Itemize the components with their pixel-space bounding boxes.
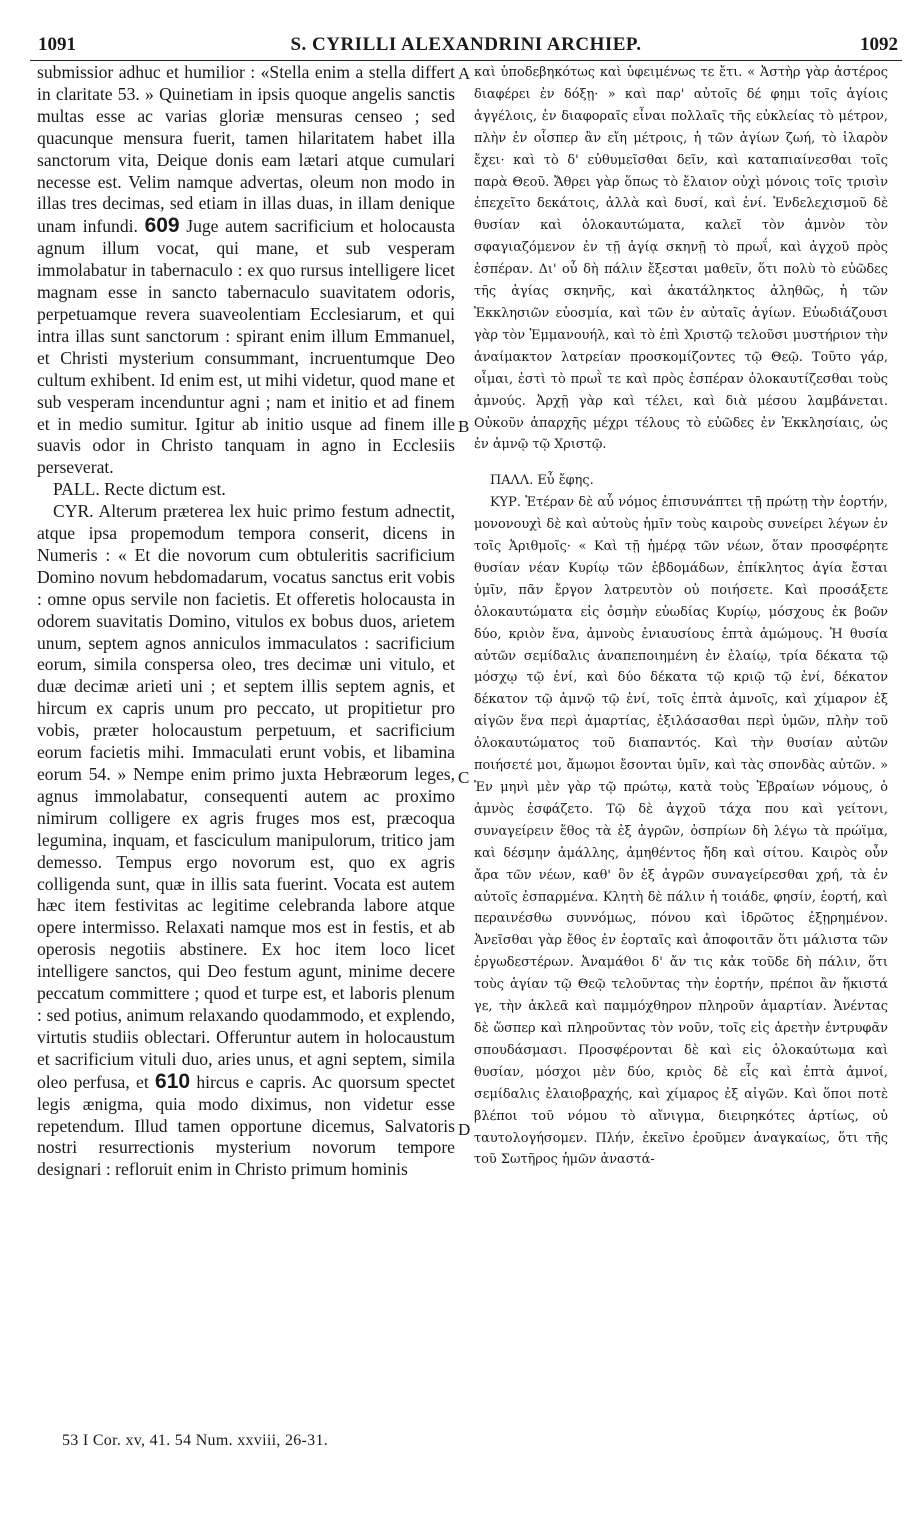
latin-cyr-paragraph — [37, 501, 455, 1181]
greek-column — [474, 62, 888, 1447]
column-number-609: 609 — [144, 214, 180, 238]
latin-text-1a: submissior adhuc et humilior : «Stella enim a stella differt in claritate 53. » Quinetiam in ipsis quoque angelis sanctis multas esse ac varias gloriæ mensuras censeo ; sed quacunque mensura fuerit, tamen hilaritatem habet illa sanctorum vita, Deique donis eam lætari atque cumulari necesse est. Velim namque advertas, oleum non modo in illas tres decimas, sed etiam in illas duas, in illam denique unam infundi. — [37, 62, 455, 237]
margin-letter-b: B — [458, 417, 470, 436]
running-header — [30, 30, 902, 61]
running-title: S. CYRILLI ALEXANDRINI ARCHIEP. — [290, 34, 642, 55]
latin-pall-line: PALL. Recte dictum est. — [53, 479, 226, 500]
margin-letter-a: A — [458, 64, 471, 83]
footnotes: 53 I Cor. xv, 41. 54 Num. xxviii, 26-31. — [62, 1432, 329, 1449]
column-number-610: 610 — [155, 1069, 191, 1093]
margin-letter-c: C — [458, 768, 470, 787]
greek-cyr-paragraph: ΚΥΡ. Ἑτέραν δὲ αὖ νόμος ἐπισυνάπτει τῇ πρώτῃ τὴν ἑορτήν, μονονουχὶ δὲ καὶ αὐτοὺς ἡμῖν τοὺς καιροὺς συνείρει λέγων ἐν τοῖς Ἀριθμοῖς· « Καὶ τῇ ἡμέρᾳ τῶν νέων, ὅταν προσφέρητε θυσίαν νέαν Κυρίῳ τῶν ἑβδομάδων, ἐπίκλητος ἁγία ἔσται ὑμῖν, πᾶν ἔργον λατρευτὸν οὐ ποιήσετε. Καὶ προσάξετε ὁλοκαυτώματα εἰς ὀσμὴν εὐωδίας Κυρίῳ, μόσχους ἐκ βοῶν δύο, κριὸν ἕνα, ἀμνοὺς ἐνιαυσίους ἑπτὰ ἀμώμους. Ἡ θυσία αὐτῶν σεμίδαλις ἀναπεποιημένη ἐν ἐλαίῳ, τρία δέκατα τῷ μόσχῳ τῷ ἑνί, καὶ δύο δέκατα τῷ κριῷ τῷ ἑνί, δέκατον δέκατον τῷ ἀμνῷ τῷ ἑνί, τοῖς ἑπτὰ ἀμνοῖς, καὶ χίμαρον ἐξ αἰγῶν ἕνα περὶ ἁμαρτίας, ἐξιλάσασθαι περὶ ὑμῶν, πλὴν τοῦ ὁλοκαυτώματος τοῦ διαπαντός. Καὶ τὴν θυσίαν αὐτῶν ποιήσετέ μοι, ἄμωμοι ἔσονται ὑμῖν, καὶ τὰς σπονδὰς αὐτῶν. » Ἐν μηνὶ μὲν γὰρ τῷ πρώτῳ, κατὰ τοὺς Ἑβραίων νόμους, ὁ ἀμνὸς ἐσφάζετο. Τῷ δὲ ἀγχοῦ τάχα που καὶ γείτονι, συναγείρειν ἔθος τὰ ἐξ ἀγρῶν, ὀσπρίων δὴ λέγω τὰ πρώϊμα, καὶ δέσμην ἀμάλλης, ἀμηθέντος ἤδη καὶ σίτου. Καιρὸς οὖν ἄρα τῶν νέων, καθ' ὃν ἐξ ἀγρῶν συναγείρεσθαι χρή, τὰ ἐν αὐτοῖς ἐσπαρμένα. Κλητὴ δὲ πάλιν ἡ τοιάδε, φησίν, ἑορτή, καὶ περαινέσθω συννόμως, πόνου καὶ ἱδρῶτος ἐξῃρημένον. Ἀνεῖσθαι γὰρ ἔθος ἐν ἑορταῖς καὶ ἀποφοιτᾶν ὅτι μάλιστα τῶν ἐργωδεστέρων. Ἀναμάθοι δ' ἄν τις κἀκ τοῦδε δὴ πάλιν, ὅτι τοὺς ἁγίαν τῷ Θεῷ τελοῦντας τὴν ἑορτήν, πρέποι ἂν ἥκιστά γε, τὴν ἀκλεᾶ καὶ παμμόχθηρον πληροῦν ἁμαρτίαν. Ἀνέντας δὲ ὥσπερ καὶ πληροῦντας τὸν νοῦν, τοῖς εἰς ἀρετὴν ἐντρυφᾶν σπουδάσμασι. Προσφέρονται δὲ καὶ εἰς ὁλοκαύτωμα καὶ θυσίαν, μόσχοι μὲν δύο, κριὸς δὲ εἷς καὶ ἑπτὰ ἀμνοί, σεμίδαλις ἐλαιοβραχής, καὶ χίμαρος ἐξ αἰγῶν. Καὶ ὅποι ποτὲ βλέποι τοῦ νόμου τὸ αἴνιγμα, διειρηκότες ἀρτίως, οὐ ταυτολογήσομεν. Πλήν, ἐκεῖνο ἐροῦμεν ἀναγκαίως, ὅτι τῆς τοῦ Σωτῆρος ἡμῶν ἀναστά- — [474, 495, 888, 1168]
page-number-right: 1092 — [860, 34, 898, 55]
margin-letter-d: D — [458, 1120, 471, 1139]
greek-paragraph-1: καὶ ὑποδεβηκότως καὶ ὑφειμένως τε ἔτι. « Ἀστὴρ γὰρ ἀστέρος διαφέρει ἐν δόξῃ· » καὶ παρ' αὐτοῖς δέ φημι τοῖς ἁγίοις ἀγγέλοις, ἐν διαφοραῖς εἶναι πολλαῖς τῆς εὐκλείας τὸ μέτρον, πλὴν ἐν οἷσπερ ἂν εἴη μέτροις, ἡ τῶν ἁγίων ζωή, τὸ ἱλαρὸν ἔχει· καὶ τὸ δ' εὐθυμεῖσθαι δεῖν, καὶ καταπιαίνεσθαι τοῖς παρὰ Θεοῦ. Ἄθρει γὰρ ὅπως τὸ ἔλαιον οὐχὶ μόνοις τοῖς τρισὶν ἐπεχεῖτο δεκάτοις, ἀλλὰ καὶ δυσί, καὶ ἑνί. Ἐνδελεχισμοῦ δὲ θυσίαν καὶ ὁλοκαυτώματα, καλεῖ τὸν ἀμνὸν τὸν σφαγιαζόμενον ἐν τῇ ἁγίᾳ σκηνῇ τὸ πρωΐ, καὶ ἀγχοῦ πρὸς ἑσπέραν. Δι' οὗ δὴ πάλιν ἔξεσται μαθεῖν, ὅτι πολὺ τὸ εὐῶδες τῆς ἁγίας σκηνῆς, καὶ ἀκατάληκτος ἀληθῶς, ἡ τῶν Ἐκκλησιῶν εὐοσμία, καὶ τῶν ἐν αὐταῖς ἁγίων. Εὐωδιάζουσι γὰρ τὸν Ἐμμανουήλ, καὶ τὸ ἐπὶ Χριστῷ τελοῦσι μυστήριον τὴν ἀναίμακτον λατρείαν προσκομίζοντες τῷ Θεῷ. Τοῦτο γάρ, οἶμαι, ἐστὶ τὸ πρωῒ τε καὶ πρὸς ἑσπέραν ὁλοκαυτίζεσθαι τοὺς ἀμνούς. Ἀρχῇ γὰρ καὶ τέλει, καὶ διὰ μέσου λαμβάνεται. Οὐκοῦν ἀπαρχῆς μέχρι τέλους τὸ εὐῶδες ἐν Ἐκκλησίαις, ὡς ἐν ἀμνῷ τῷ Χριστῷ. — [474, 65, 888, 453]
latin-column — [37, 62, 455, 1447]
greek-pall-line: ΠΑΛΛ. Εὖ ἔφης. — [490, 473, 594, 489]
latin-text-cyr-a: CYR. Alterum præterea lex huic primo festum adnectit, atque ipsa propemodum tempora conserit, dicens in Numeris : « Et die novorum cum obtuleritis sacrificium Domino novum hebdomadarum, vocatus sanctus erit vobis : omne opus servile non facietis. Et offeretis holocausta in odorem suavitatis Domino, vitulos ex bobus duos, arietem unum, septem agnos anniculos immaculatos : sacrificium eorum, simila conspersa oleo, tres decimæ uni vitulo, et duæ decimæ arieti uni ; et septem illis septem agnis, et hircum ex capris unum pro peccato, ut propitietur pro vobis, præter holocaustum perpetuum, et sacrificium eorum facietis mihi. Immaculati erunt vobis, et libamina eorum 54. » Nempe enim primo juxta Hebræorum leges, agnus immolabatur, consequenti autem ac proximo nimirum colligere ex agris fruges mos est, præcoqua legumina, inquam, et fasciculum manipulorum, tritico jam demesso. Tempus ergo novorum est, quo ex agris colligenda sunt, quæ in illis sata fuerint. Vocata est autem hæc item festivitas ac legitime celebranda labore atque opere intermisso. Relaxati namque mos est in festis, et ab operosis negotiis abstinere. Ex hoc item loco licet intelligere sanctos, qui Deo festum agunt, minime decere peccatum committere ; quod et turpe est, et laboris plenum : sed potius, animum relaxando quodammodo, et explendo, virtutis studiis oblectari. Offeruntur autem in holocaustum et sacrificium vituli duo, aries unus, et agni septem, simila oleo perfusa, et — [37, 501, 455, 1092]
latin-text-cyr-b: hircus e capris. Ac quorsum spectet legis ænigma, quia modo diximus, non videtur esse repetendum. Illud tamen opportune dicemus, Salvatoris nostri resurrectionis mysterium novorum tempore designari : refloruit enim in Christo primum hominis — [37, 1071, 455, 1180]
page-number-left: 1091 — [38, 34, 76, 55]
latin-paragraph-1 — [37, 62, 455, 479]
latin-text-1b: Juge autem sacrificium et holocausta agnum illum vocat, qui mane, et sub vesperam immolabatur in tabernaculo : ex quo rursus intelligere licet magnam esse in sancto tabernaculo suavitatem odoris, perpetuamque revera suaveolentiam Ecclesiarum, et qui intra illas sunt sanctorum : spirant enim illum Emmanuel, et Christi mysterium consummant, incruentumque Deo cultum exhibent. Id enim est, ut mihi videtur, quod mane et sub vesperam incenduntur agni ; nam et initio et ad finem et in medio sumitur. Igitur ab initio usque ad finem ille suavis odor in Christo tanquam in agno in Ecclesiis perseverat. — [37, 216, 455, 478]
